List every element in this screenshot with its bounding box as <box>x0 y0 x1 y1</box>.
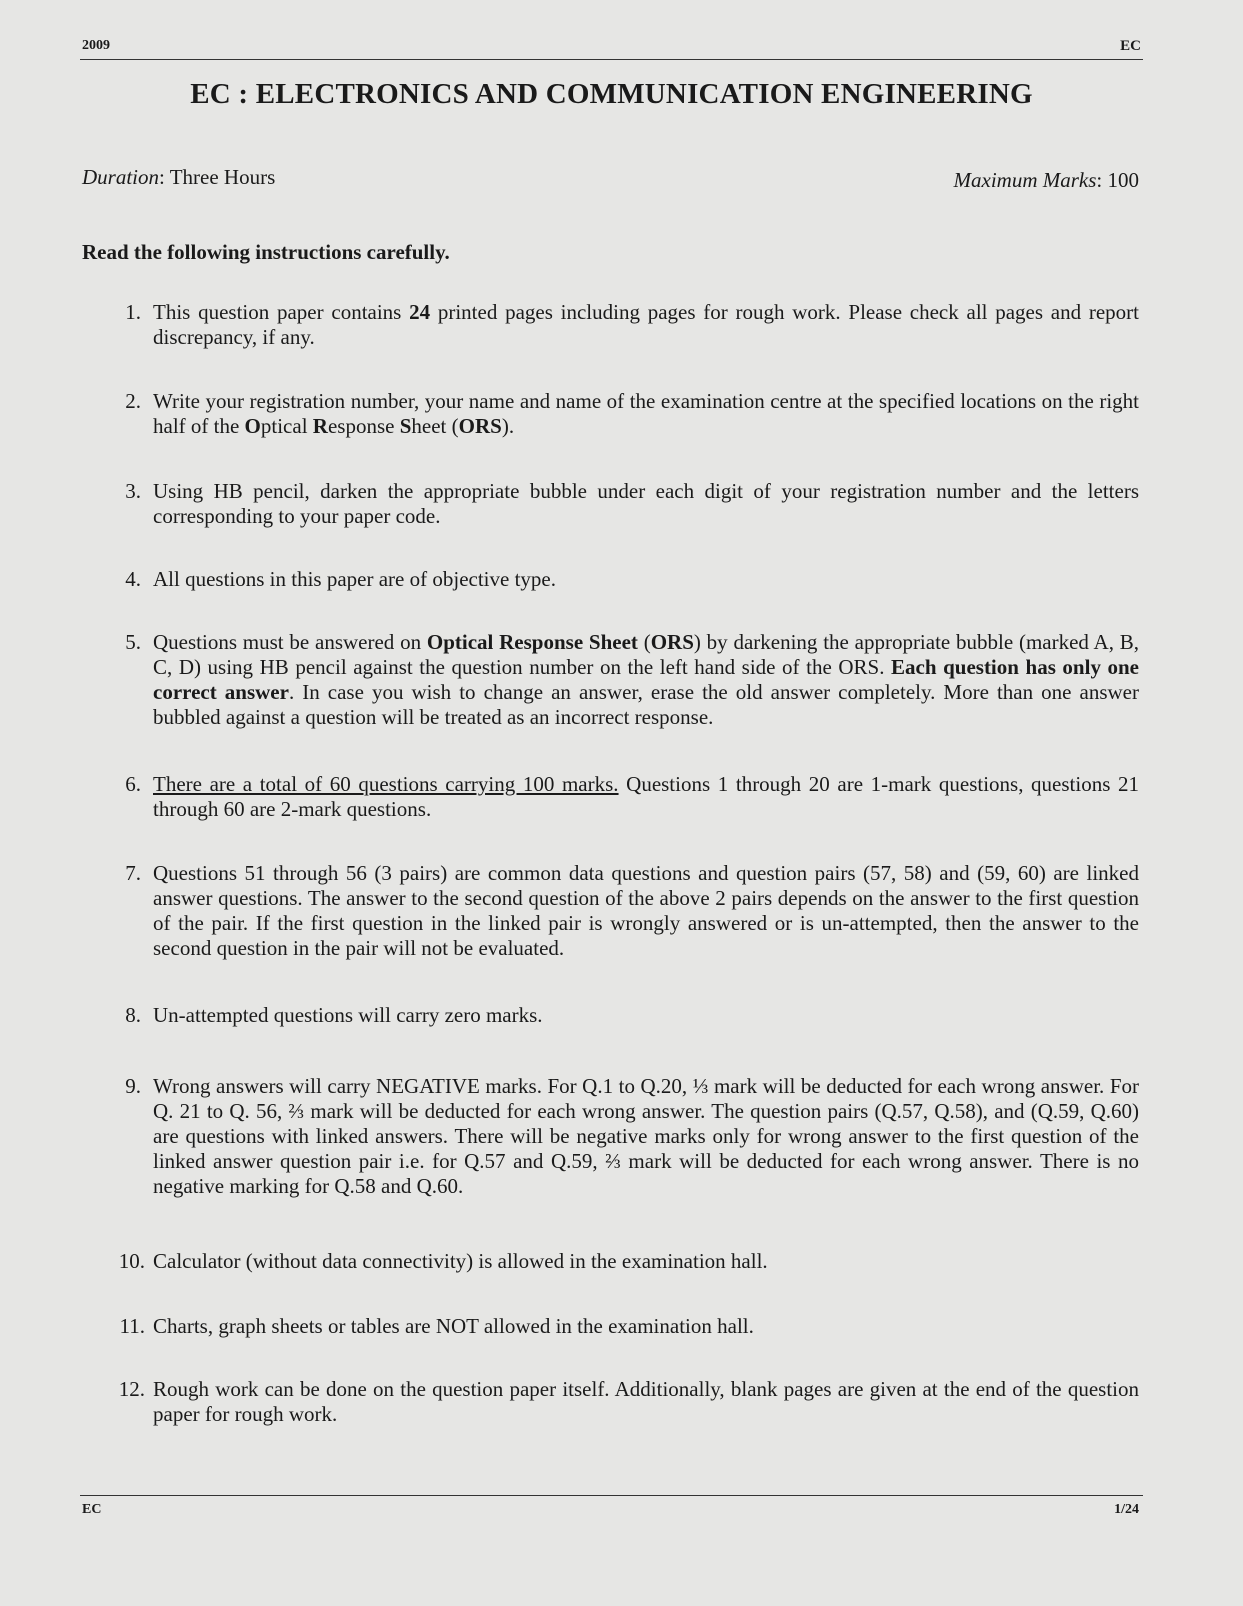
footer-page-number: 1/24 <box>1114 1502 1139 1517</box>
text-run: ptical <box>260 414 313 438</box>
header-rule <box>80 59 1143 60</box>
text-run: Questions 1 through 20 are 1-mark questions, questions 21 through 60 are 2-mark questions. <box>153 772 1139 821</box>
footer-rule <box>80 1495 1143 1496</box>
text-run-bold: Optical Response Sheet <box>426 630 638 654</box>
instruction-number: 12. <box>118 1377 145 1401</box>
text-run: Write your registration number, your name and name of the examination centre at the specified locations on the right half of the <box>153 389 1139 438</box>
instruction-item <box>111 772 1139 822</box>
instruction-text <box>153 630 1139 730</box>
paper-title: EC : ELECTRONICS AND COMMUNICATION ENGINEERING <box>190 78 1033 110</box>
instruction-item <box>111 300 1139 350</box>
instruction-item <box>111 1074 1139 1199</box>
instruction-number: 8. <box>125 1003 141 1027</box>
text-run: esponse <box>327 414 400 438</box>
instruction-text: Rough work can be done on the question paper itself. Additionally, blank pages are given at the end of the question paper for rough work. <box>153 1377 1139 1426</box>
instruction-number: 3. <box>125 479 141 503</box>
instruction-text: All questions in this paper are of objective type. <box>153 567 556 591</box>
instruction-text: Charts, graph sheets or tables are NOT allowed in the examination hall. <box>153 1314 754 1338</box>
instruction-number: 9. <box>125 1074 141 1098</box>
instruction-text <box>153 772 1139 822</box>
instruction-number: 10. <box>118 1249 145 1273</box>
instruction-number: 11. <box>119 1314 145 1338</box>
maximum-marks <box>954 168 1139 193</box>
text-run-bold: S <box>399 414 412 438</box>
instruction-number: 6. <box>125 772 141 796</box>
header-paper-code: EC <box>1120 38 1141 54</box>
text-run-bold: 24 <box>409 300 431 324</box>
instruction-text: Questions 51 through 56 (3 pairs) are common data questions and question pairs (57, 58) and (59, 60) are linked answer questions. The answer to the second question of the above 2 pairs depends on the answer to the first question of the pair. If the first question in the linked pair is wrongly answered or is un-attempted, then the answer to the second question in the pair will not be evaluated. <box>153 861 1139 960</box>
instruction-item <box>111 1377 1139 1427</box>
text-run: heet ( <box>411 414 459 438</box>
text-run-bold: R <box>312 414 328 438</box>
text-run: ( <box>637 630 651 654</box>
maximum-marks-label: Maximum Marks <box>953 168 1097 192</box>
text-run-bold: ORS <box>458 414 502 438</box>
instruction-number: 2. <box>125 389 141 413</box>
text-run: ). <box>501 414 515 438</box>
instruction-number: 7. <box>125 861 141 885</box>
instruction-text: Calculator (without data connectivity) is allowed in the examination hall. <box>153 1249 768 1273</box>
text-run: ) by darkening the appropriate bubble (marked A, B, C, D) using HB pencil against the question number on the left hand side of the ORS. <box>153 630 1139 679</box>
instruction-item <box>111 1314 1139 1339</box>
instructions-heading: Read the following instructions carefully. <box>82 240 450 264</box>
instruction-item <box>111 861 1139 961</box>
instruction-text <box>153 300 1139 350</box>
duration-value: : Three Hours <box>159 165 276 189</box>
instruction-text <box>153 389 1139 439</box>
text-run-bold: O <box>244 414 261 438</box>
maximum-marks-value: : 100 <box>1096 168 1139 192</box>
instruction-text: Using HB pencil, darken the appropriate bubble under each digit of your registration number and the letters corresponding to your paper code. <box>153 479 1139 528</box>
instruction-number: 5. <box>125 630 141 654</box>
instruction-text: Un-attempted questions will carry zero marks. <box>153 1003 543 1027</box>
duration-label: Duration <box>82 165 160 189</box>
duration <box>82 165 275 190</box>
text-run-bold: Each question has only one correct answer <box>153 655 1140 704</box>
header-year: 2009 <box>82 38 110 53</box>
instruction-item <box>111 1249 1139 1274</box>
instruction-item <box>111 567 1139 592</box>
text-run-underlined: There are a total of 60 questions carrying 100 marks. <box>153 772 619 796</box>
text-run-bold: ORS <box>650 630 694 654</box>
text-run: This question paper contains <box>153 300 410 324</box>
text-run: . In case you wish to change an answer, erase the old answer completely. More than one answer bubbled against a question will be treated as an incorrect response. <box>153 680 1139 729</box>
instruction-item <box>111 389 1139 439</box>
instruction-number: 4. <box>125 567 141 591</box>
instruction-item <box>111 630 1139 730</box>
instruction-text: Wrong answers will carry NEGATIVE marks. For Q.1 to Q.20, ⅓ mark will be deducted for each wrong answer. For Q. 21 to Q. 56, ⅔ mark will be deducted for each wrong answer. The question pairs (Q.57, Q.58), and (Q.59, Q.60) are questions with linked answers. There will be negative marks only for wrong answer to the first question of the linked answer question pair i.e. for Q.57 and Q.59, ⅔ mark will be deducted for each wrong answer. There is no negative marking for Q.58 and Q.60. <box>153 1074 1139 1198</box>
instruction-item <box>111 1003 1139 1028</box>
footer-paper-code: EC <box>82 1502 102 1517</box>
text-run: printed pages including pages for rough work. Please check all pages and report discrepancy, if any. <box>153 300 1139 349</box>
instruction-item <box>111 479 1139 529</box>
instruction-number: 1. <box>125 300 141 324</box>
text-run: Questions must be answered on <box>153 630 427 654</box>
